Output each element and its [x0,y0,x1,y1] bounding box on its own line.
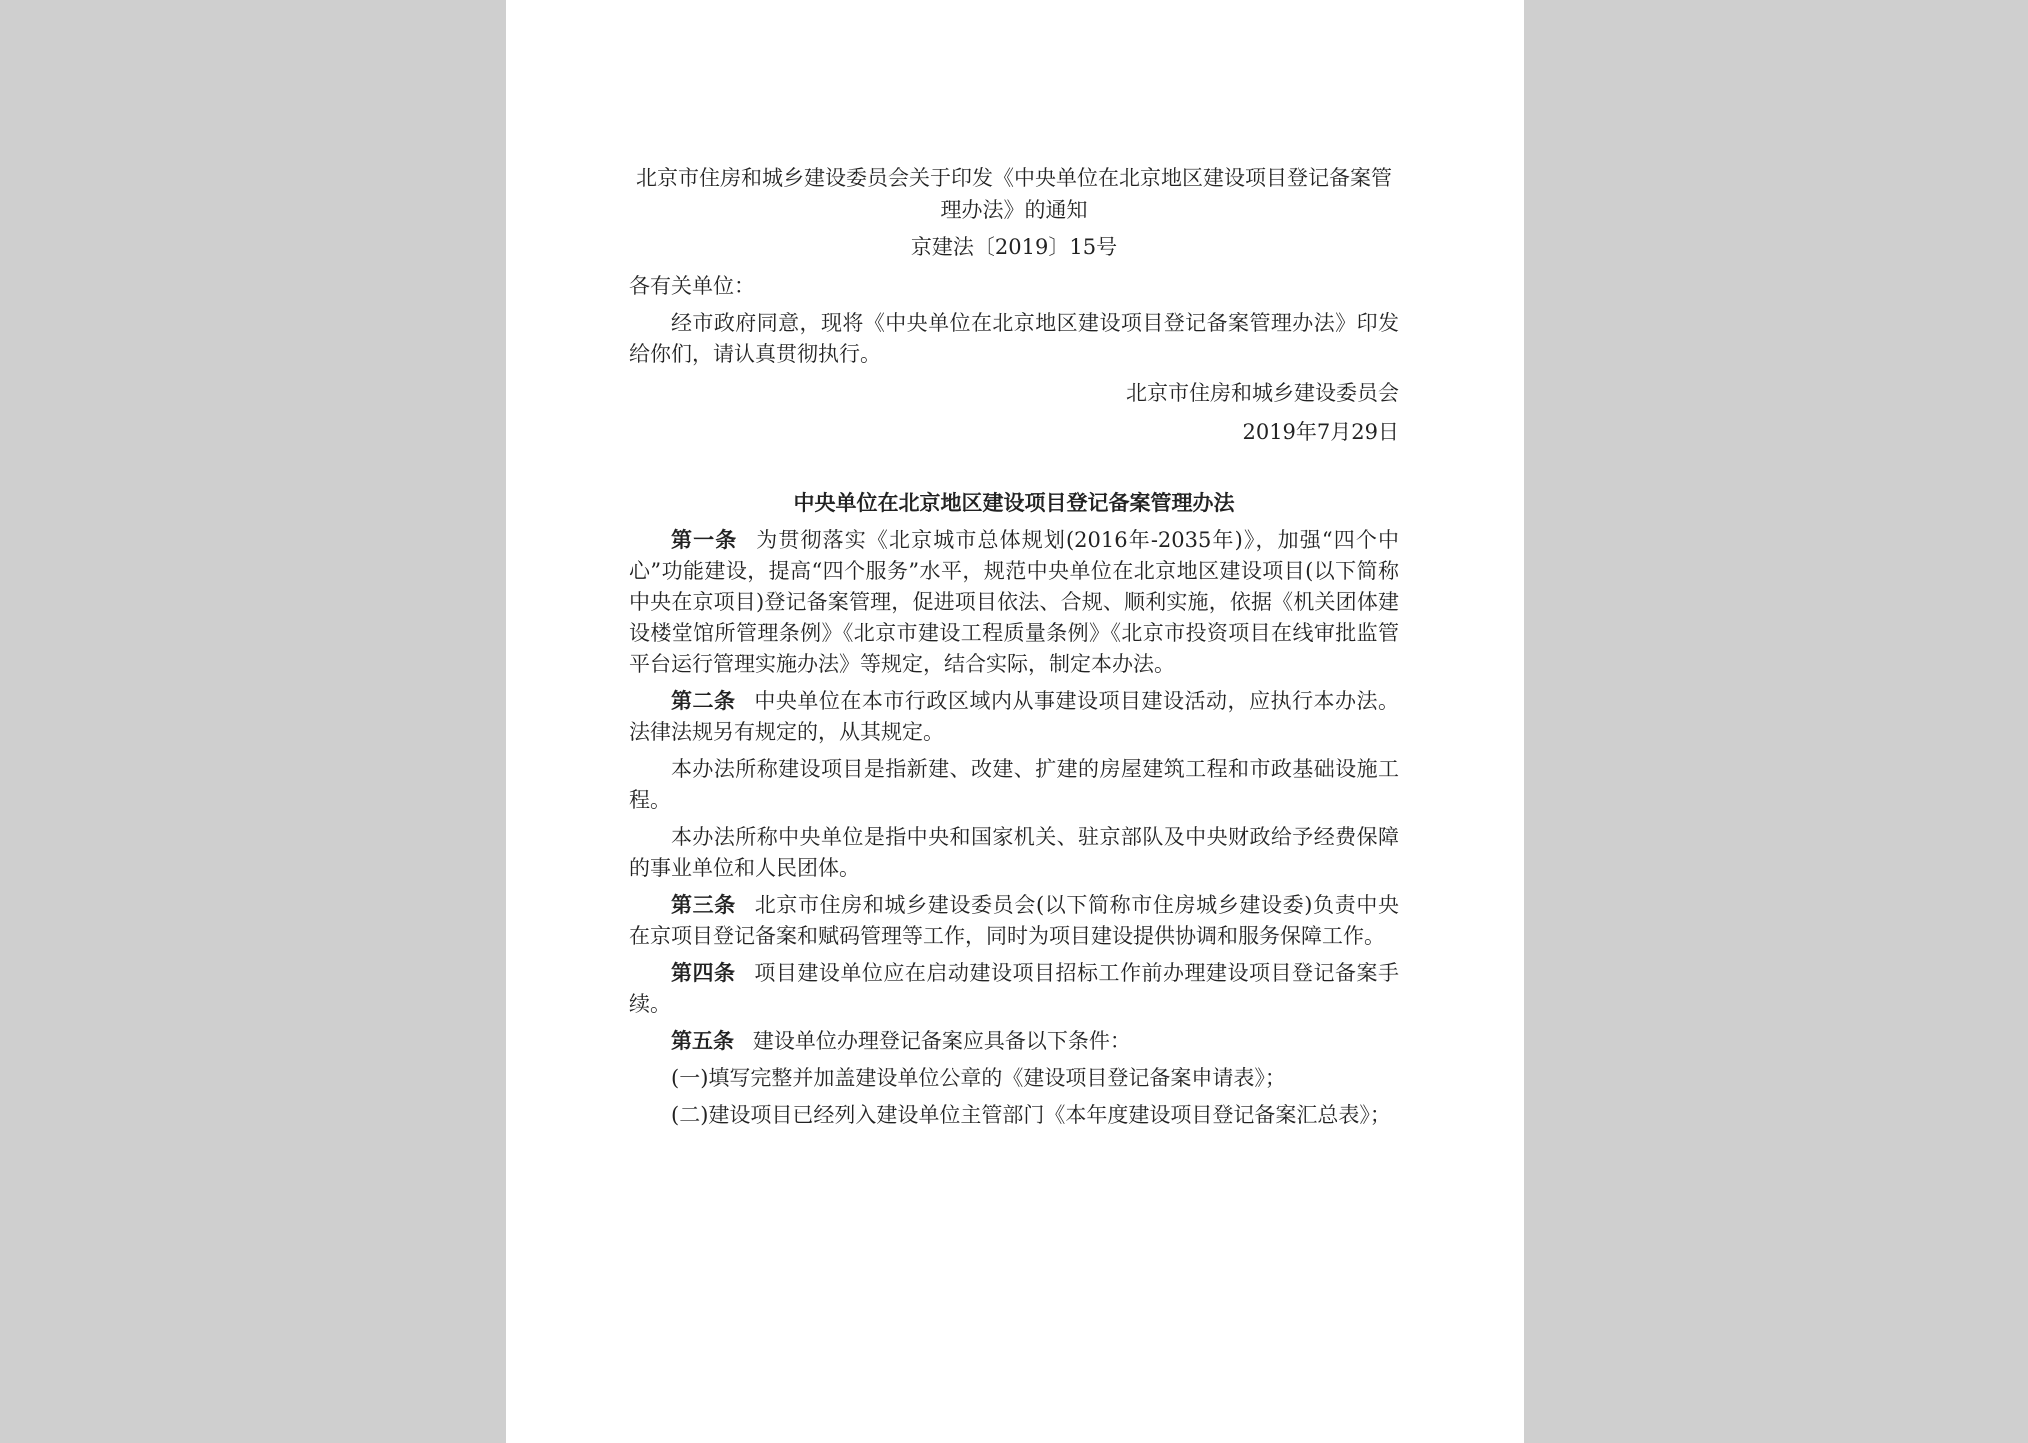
article-5 [629,1026,1399,1057]
article-3-label: 第三条 [671,893,736,917]
regulation-title: 中央单位在北京地区建设项目登记备案管理办法 [793,491,1235,515]
paragraph-units-definition: 本办法所称中央单位是指中央和国家机关、驻京部队及中央财政给予经费保障的事业单位和人民团体。 [629,825,1399,880]
article-3 [629,890,1399,952]
article-5-label: 第五条 [671,1029,734,1053]
condition-item-2: (二)建设项目已经列入建设单位主管部门《本年度建设项目登记备案汇总表》； [671,1103,1391,1127]
article-1-label: 第一条 [671,528,738,552]
document-page [506,0,1524,1443]
document-number: 京建法〔2019〕15号 [910,235,1118,259]
article-3-text: 北京市住房和城乡建设委员会(以下简称市住房城乡建设委)负责中央在京项目登记备案和赋码管理等工作，同时为项目建设提供协调和服务保障工作。 [629,893,1399,948]
article-5-text: 建设单位办理登记备案应具备以下条件： [752,1029,1131,1053]
condition-item-1: (一)填写完整并加盖建设单位公章的《建设项目登记备案申请表》； [671,1066,1286,1090]
issue-date: 2019年7月29日 [1242,420,1399,444]
article-4 [629,958,1399,1020]
article-4-text: 项目建设单位应在启动建设项目招标工作前办理建设项目登记备案手续。 [629,961,1400,1016]
notice-title: 北京市住房和城乡建设委员会关于印发《中央单位在北京地区建设项目登记备案管理办法》的通知 [636,166,1392,222]
article-4-label: 第四条 [671,961,736,985]
article-1-text: 为贯彻落实《北京城市总体规划(2016年-2035年)》，加强“四个中心”功能建设，提高“四个服务”水平，规范中央单位在北京地区建设项目(以下简称中央在京项目)登记备案管理，促进项目依法、合规、顺利实施，依据《机关团体建设楼堂馆所管理条例》《北京市建设工程质量条例》《北京市投资项目在线审批监管平台运行管理实施办法》等规定，结合实际，制定本办法。 [629,528,1400,676]
article-2-text: 中央单位在本市行政区域内从事建设项目建设活动，应执行本办法。法律法规另有规定的，从其规定。 [629,689,1400,744]
issuer: 北京市住房和城乡建设委员会 [1126,381,1399,405]
article-2-label: 第二条 [671,689,736,713]
notice-body: 经市政府同意，现将《中央单位在北京地区建设项目登记备案管理办法》印发给你们，请认真贯彻执行。 [629,311,1399,366]
salutation: 各有关单位： [629,274,755,298]
article-1 [629,525,1399,680]
paragraph-projects-definition: 本办法所称建设项目是指新建、改建、扩建的房屋建筑工程和市政基础设施工程。 [629,757,1399,812]
article-2 [629,686,1399,748]
section-spacer [629,448,1399,488]
